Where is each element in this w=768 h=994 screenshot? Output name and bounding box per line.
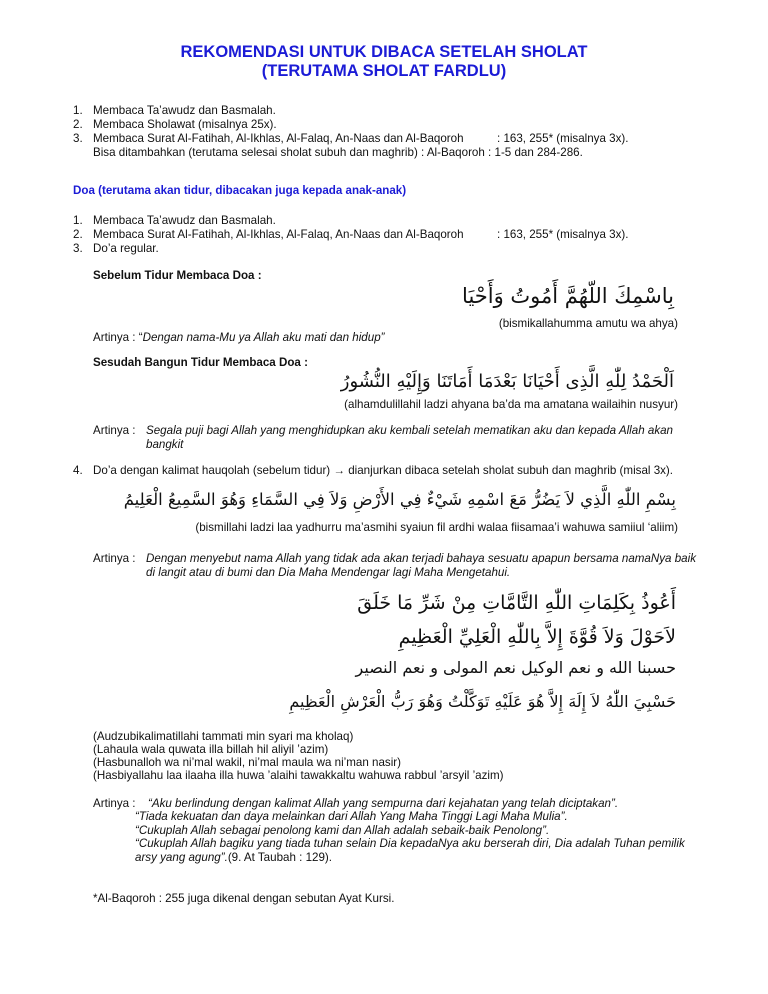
dua-meaning: “Aku berlindung dengan kalimat Allah yang sempurna dari kejahatan yang telah diciptakan”. xyxy=(148,797,619,810)
before-sleep-transliteration: (bismikallahumma amutu wa ahya) xyxy=(498,317,678,330)
hauqolah-arabic: بِسْمِ اللّٰهِ الَّذِي لاَ يَضُرُّ مَعَ اسْمِهِ شَيْءٌ فِي الأَرْضِ وَلاَ فِي السَّمَاءِ وَهُوَ السَّمِيعُ الْعَلِيمُ xyxy=(123,490,676,509)
before-sleep-arabic: بِاسْمِكَ اللّهُمَّ أَمُوتُ وَأَحْيَا xyxy=(462,284,674,308)
hauqolah-transliteration: (bismillahi ladzi laa yadhurru ma’asmihi syaiun fil ardhi walaa fiisamaa’i wahuwa samiiul ‘aliim) xyxy=(195,521,678,534)
before-sleep-meaning: Artinya : “Dengan nama-Mu ya Allah aku mati dan hidup” xyxy=(93,331,385,344)
after-wake-heading: Sesudah Bangun Tidur Membaca Doa : xyxy=(93,356,308,369)
dua-arabic-3: حسبنا الله و نعم الوكيل نعم المولى و نعم النصير xyxy=(355,658,676,677)
footnote: *Al-Baqoroh : 255 juga dikenal dengan sebutan Ayat Kursi. xyxy=(93,892,395,905)
dua-meaning: “Cukuplah Allah sebagai penolong kami dan Allah adalah sebaik-baik Penolong”. xyxy=(135,824,550,837)
dua-arabic-1: أَعُوذُ بِكَلِمَاتِ اللّٰهِ التَّامَّاتِ مِنْ شَرِّ مَا خَلَقَ xyxy=(357,592,676,614)
dua-transliteration: (Hasbiyallahu laa ilaaha illa huwa ’alaihi tawakkaltu wahuwa rabbul ’arsyil ’azim) xyxy=(93,769,504,782)
after-wake-transliteration: (alhamdulillahil ladzi ahyana ba’da ma amatana wailaihin nusyur) xyxy=(344,398,678,411)
dua-arabic-4: حَسْبِيَ اللّٰهُ لاَ إِلَهَ إِلاَّ هُوَ عَلَيْهِ تَوَكَّلْتُ وَهُوَ رَبُّ الْعَرْشِ الْعَظِيمِ xyxy=(289,692,676,711)
page-title: REKOMENDASI UNTUK DIBACA SETELAH SHOLAT xyxy=(180,43,588,61)
dua-meaning-last: “Cukuplah Allah bagiku yang tiada tuhan selain Dia kepadaNya aku berserah diri, Dia adalah Tuhan pemilik arsy yang agung”.(9. At Taubah : 129). xyxy=(135,837,685,864)
after-wake-arabic: اَلْحَمْدُ لِلّٰهِ الَّذِى أَحْيَانَا بَعْدَمَا أَمَاتَنَا وَإِلَيْهِ النُّشُورُ xyxy=(340,371,674,392)
hauqolah-meaning-label: Artinya : xyxy=(93,552,136,565)
dua-meaning: “Tiada kekuatan dan daya melainkan dari Allah Yang Maha Tinggi Lagi Maha Mulia”. xyxy=(135,810,568,823)
after-wake-meaning: Segala puji bagi Allah yang menghidupkan aku kembali setelah mematikan aku dan kepada Allah akan bangkit xyxy=(146,424,674,451)
dua-meaning-label: Artinya : xyxy=(93,797,136,810)
page-subtitle: (TERUTAMA SHOLAT FARDLU) xyxy=(261,62,507,80)
dua-citation: (9. At Taubah : 129). xyxy=(227,850,333,864)
dua-transliteration: (Lahaula wala quwata illa billah hil aliyil ’azim) xyxy=(93,743,329,756)
hauqolah-meaning: Dengan menyebut nama Allah yang tidak ada akan terjadi bahaya sesuatu apapun bersama namaNya baik di langit atau di bumi dan Dia Maha Mendengar lagi Maha Mengetahui. xyxy=(146,552,696,579)
doa-section-heading: Doa (terutama akan tidur, dibacakan juga kepada anak-anak) xyxy=(73,184,407,197)
before-sleep-heading: Sebelum Tidur Membaca Doa : xyxy=(93,269,262,282)
list-item-extra: Bisa ditambahkan (terutama selesai sholat subuh dan maghrib) : Al-Baqoroh : 1-5 dan 284-286. xyxy=(93,146,583,159)
dua-transliteration: (Audzubikalimatillahi tammati min syari ma kholaq) xyxy=(93,730,354,743)
dua-arabic-2: لاَحَوْلَ وَلاَ قُوَّةَ إِلاَّ بِاللّٰهِ الْعَلِيِّ الْعَظِيمِ xyxy=(398,626,676,648)
after-wake-meaning-label: Artinya : xyxy=(93,424,136,437)
dua-transliteration: (Hasbunalloh wa ni’mal wakil, ni’mal maula wa ni’man nasir) xyxy=(93,756,401,769)
